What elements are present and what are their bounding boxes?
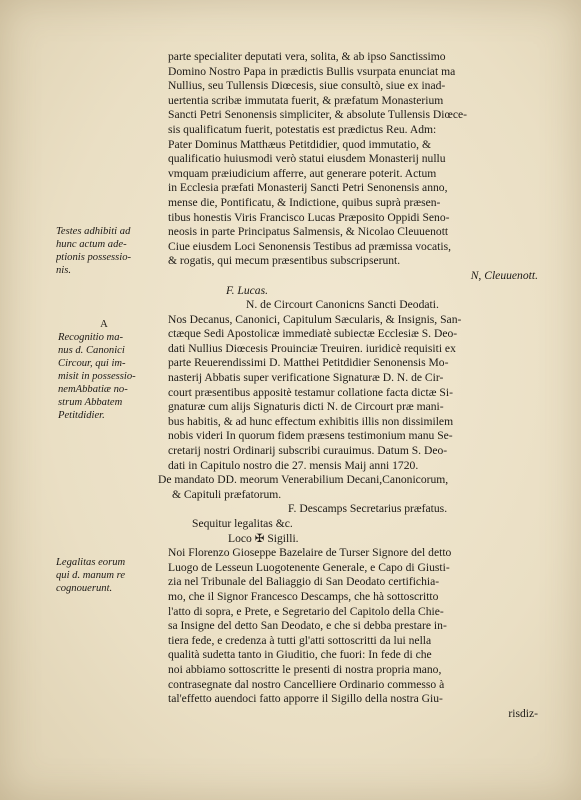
- text-line: bus habitis, & ad hunc effectum exhibitis illis non dissimilem: [168, 414, 454, 428]
- text-line: Domino Nostro Papa in prædictis Bullis vsurpata enunciat ma: [168, 64, 456, 78]
- margin-line: Petitdidier.: [58, 410, 105, 421]
- mandato-line: De mandato DD. meorum Venerabilium Decani,Canonicorum,: [158, 473, 449, 487]
- text-line: Noi Florenzo Gioseppe Bazelaire de Turser Signore del detto: [168, 546, 452, 560]
- main-text: [158, 50, 538, 721]
- text-line: tiera fede, e credenza à tutti gl'atti sottoscritti da lui nella: [168, 633, 432, 647]
- catchword: risdiz-: [508, 706, 538, 720]
- text-line: nasterij Abbatis super verificatione Signaturæ D. N. de Cir-: [168, 371, 444, 385]
- text-line: Nullius, seu Tullensis Diœcesis, siue consultò, siue ex inad-: [168, 79, 446, 93]
- margin-note-testes: [56, 225, 164, 277]
- sequitur-line: Sequitur legalitas &c.: [192, 517, 293, 530]
- mandato-line: & Capituli præfatorum.: [172, 487, 282, 501]
- text-line: gnaturæ cum alijs Signaturis dicti N. de Circourt præ mani-: [168, 400, 444, 414]
- paragraph-chapter-attestation: [168, 313, 538, 474]
- text-line: qualificatio huiusmodi verò statui eiusdem Monasterij nullu: [168, 152, 446, 166]
- text-line: ctæque Sedi Apostolicæ immediatè subiectæ Ecclesiæ S. Deo-: [168, 327, 458, 341]
- text-line: court præsentibus appositè testamur collatione facta dictæ Si-: [168, 385, 453, 399]
- text-line: dati in Capitulo nostro die 27. mensis Maij anni 1720.: [168, 458, 419, 472]
- margin-line: qui d. manum re: [56, 570, 126, 581]
- text-line: sis qualificatum fuerit, potestatis est prædictus Reu. Adm:: [168, 122, 437, 136]
- text-line: neosis in parte Principatus Salmensis, & Nicolao Cleuuenott: [168, 225, 449, 239]
- text-line: Luogo de Lesseun Luogotenente Generale, e Capo di Giusti-: [168, 560, 450, 574]
- text-line: l'atto di sopra, e Prete, e Segretario del Capitolo della Chie-: [168, 604, 444, 618]
- signature-circourt: N. de Circourt Canonicns Sancti Deodati.: [246, 298, 439, 312]
- margin-line: Circour, qui im-: [58, 358, 126, 369]
- text-line: uertentia scribæ immutata fuerit, & præfatum Monasterium: [168, 93, 444, 107]
- text-line: cretarij nostri Ordinarij subscribi curauimus. Datum S. Deo-: [168, 444, 448, 458]
- margin-line: nemAbbatiæ no-: [58, 384, 128, 395]
- text-line: tal'effetto auendoci fatto apporre il Sigillo della nostra Giu-: [168, 692, 443, 706]
- margin-note-legalitas: [56, 556, 164, 595]
- text-line: sa Insigne del detto San Deodato, e che si debba prestare in-: [168, 619, 447, 633]
- paragraph-legalization: [168, 546, 538, 721]
- text-line: contrasegnate dal nostro Cancelliere Ordinario commesso à: [168, 677, 445, 691]
- signature-lucas: F. Lucas.: [226, 283, 268, 297]
- margin-line: hunc actum ade-: [56, 239, 127, 250]
- text-line: zia nel Tribunale del Baliaggio di San Deodato certifichia-: [168, 575, 440, 589]
- text-line: tibus honestis Viris Francisco Lucas Præposito Oppidi Seno-: [168, 210, 450, 224]
- text-line: Ciue eiusdem Loci Senonensis Testibus ad præmissa vocatis,: [168, 239, 451, 253]
- text-line: dati Nullius Diœcesis Prouinciæ Treuiren. iuridicè requisiti ex: [168, 341, 456, 355]
- text-line: Sancti Petri Senonensis simpliciter, & absolute Tullensis Diœce-: [168, 108, 468, 122]
- seal-place: Loco ✠ Sigilli.: [228, 531, 299, 545]
- text-line: parte specialiter deputati vera, solita, & ab ipso Sanctissimo: [168, 50, 446, 63]
- text-line: Nos Decanus, Canonici, Capitulum Sæcularis, & Insignis, San-: [168, 312, 462, 326]
- text-line: Pater Dominus Matthæus Petitdidier, quod immutatio, &: [168, 137, 431, 151]
- signature-cleuuenott: N, Cleuuenott.: [470, 268, 538, 282]
- text-line: vmquam præiudicium afferre, aut generare poterit. Actum: [168, 166, 437, 180]
- margin-line: nus d. Canonici: [58, 345, 125, 356]
- margin-line: Legalitas eorum: [56, 557, 126, 568]
- text-line: noi abbiamo sottoscritte le presenti di nostra propria mano,: [168, 662, 442, 676]
- margin-line: strum Abbatem: [58, 397, 123, 408]
- margin-line: Recognitio ma-: [58, 332, 124, 343]
- text-line: parte Reuerendissimi D. Matthei Petitdidier Senonensis Mo-: [168, 356, 449, 370]
- text-line: mense die, Pontificatu, & Indictione, quibus suprà præsen-: [168, 195, 441, 209]
- text-line: & rogatis, qui mecum præsentibus subscripserunt.: [168, 254, 401, 268]
- text-line: qualità sudetta tanto in Giuditio, che fuori: In fede di che: [168, 648, 432, 662]
- margin-line: cognouerunt.: [56, 583, 113, 594]
- margin-line: A: [100, 319, 108, 330]
- margin-line: misit in possessio-: [58, 371, 136, 382]
- margin-note-recognitio: [58, 318, 150, 422]
- margin-line: nis.: [56, 265, 72, 276]
- paragraph-act: [168, 50, 538, 269]
- text-line: mo, che il Signor Francesco Descamps, che hà sottoscritto: [168, 589, 439, 603]
- text-line: in Ecclesia præfati Monasterij Sancti Petri Senonensis anno,: [168, 181, 448, 195]
- text-line: nobis videri In quorum fidem præsens testimonium manu Se-: [168, 429, 453, 443]
- margin-line: ptionis possessio-: [56, 252, 132, 263]
- margin-line: Testes adhibiti ad: [56, 226, 131, 237]
- signature-descamps: F. Descamps Secretarius præfatus.: [288, 502, 448, 516]
